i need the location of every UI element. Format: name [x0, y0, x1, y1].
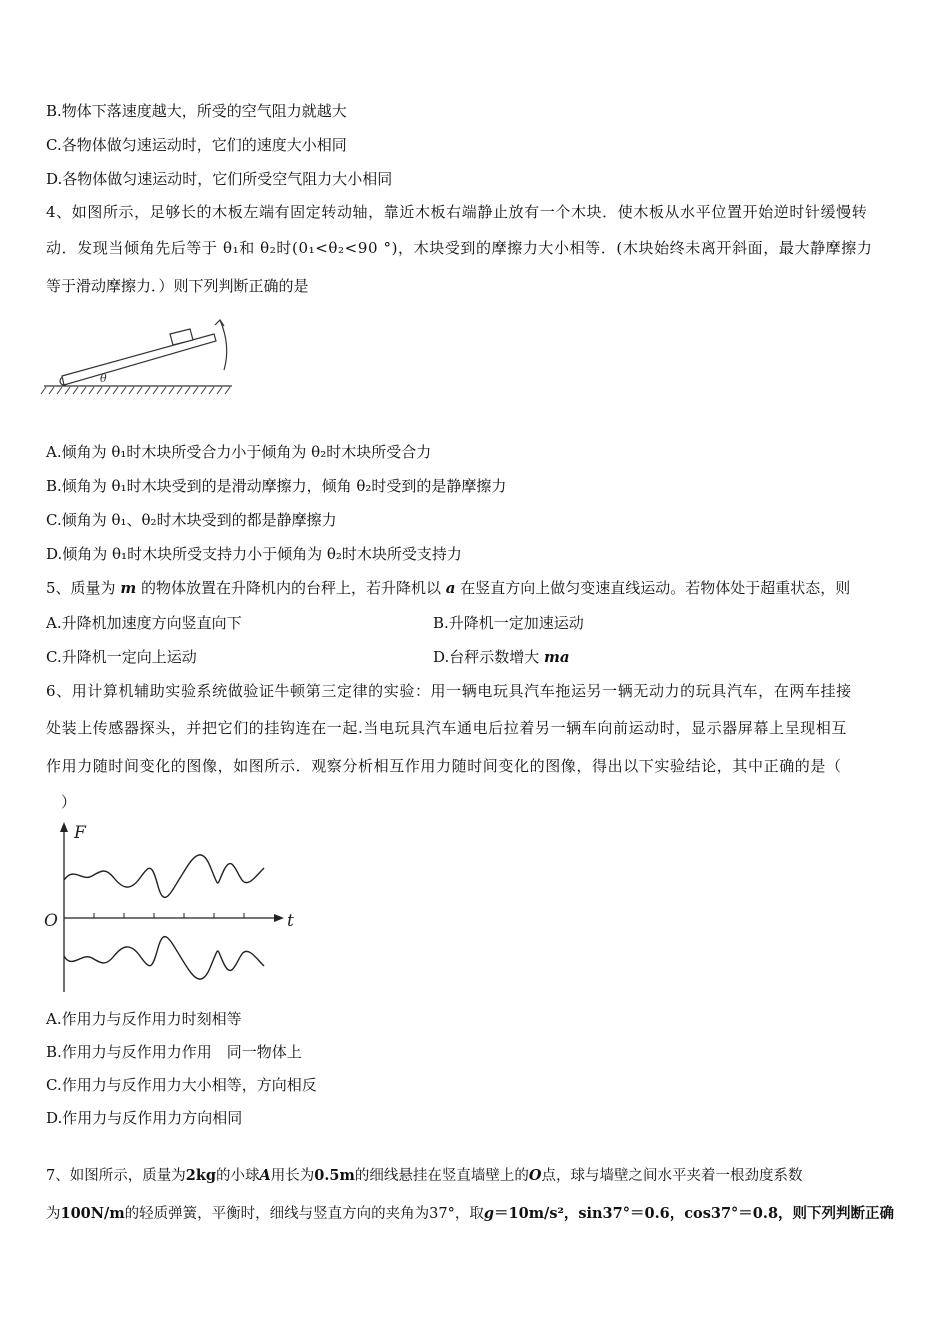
q5-option-d: [433, 647, 570, 667]
q6-x-axis-label: t: [287, 911, 294, 931]
q4-option-c: C.倾角为 θ₁、θ₂时木块受到的都是静摩擦力: [46, 511, 337, 529]
q5-stem: [46, 578, 850, 598]
q6-stem-line4: ）: [46, 793, 77, 811]
q6-stem-line2: 处装上传感器探头，并把它们的挂钩连在一起.当电玩具汽车通电后拉着另一辆车向前运动时，显示器屏幕上呈现相互: [46, 719, 847, 737]
q7-line1-d: 的细线悬挂在竖直墙壁上的: [354, 1168, 529, 1184]
q7-stem-line1: [46, 1166, 803, 1186]
q5-m: m: [120, 579, 137, 597]
q6-stem-line3: 作用力随时间变化的图像，如图所示．观察分析相互作用力随时间变化的图像，得出以下实验结论，其中正确的是（: [46, 757, 842, 775]
q6-origin-label: O: [44, 911, 58, 931]
q7-line1-b: 的小球: [216, 1168, 260, 1184]
q4-option-d: D.倾角为 θ₁时木块所受支持力小于倾角为 θ₂时木块所受支持力: [46, 545, 462, 563]
q7-ball-a: A: [259, 1167, 271, 1184]
q7-line1-pre: 7、如图所示，质量为: [46, 1168, 186, 1184]
q3-option-d: D.各物体做匀速运动时，它们所受空气阻力大小相同: [46, 170, 393, 188]
q5-option-d-text: D.台秤示数增大: [433, 648, 540, 666]
q3-option-c: C.各物体做匀速运动时，它们的速度大小相同: [46, 136, 347, 154]
q6-y-axis-label: F: [74, 823, 86, 843]
q7-stem-line2: [46, 1204, 894, 1224]
q5-option-a: A.升降机加速度方向竖直向下: [46, 614, 242, 632]
q6-option-d: D.作用力与反作用力方向相同: [46, 1109, 243, 1127]
q7-line2-c: ＝10m/s²，sin37°＝0.6，cos37°＝0.8，则下列判断正确: [494, 1205, 895, 1222]
q7-line2-pre: 为: [46, 1206, 61, 1222]
q4-angle-label: θ: [100, 372, 107, 385]
q7-line2-b: 的轻质弹簧，平衡时，细线与竖直方向的夹角为37°，取: [124, 1206, 484, 1222]
q7-line1-e: 点，球与墙壁之间水平夹着一根劲度系数: [541, 1168, 803, 1184]
q4-stem-line2: 动．发现当倾角先后等于 θ₁和 θ₂时(0₁<θ₂<90 °)，木块受到的摩擦力大小相等．(木块始终未离开斜面，最大静摩擦力: [46, 239, 873, 257]
q5-option-d-ma: ma: [544, 648, 570, 666]
q5-stem-pre: 5、质量为: [46, 579, 116, 597]
q7-spring-k: 100N/m: [60, 1205, 125, 1222]
q6-option-b: B.作用力与反作用力作用 同一物体上: [46, 1043, 302, 1061]
q6-stem-line1: 6、用计算机辅助实验系统做验证牛顿第三定律的实验：用一辆电玩具汽车拖运另一辆无动力的玩具汽车，在两车挂接: [46, 682, 852, 700]
q6-option-c: C.作用力与反作用力大小相等，方向相反: [46, 1076, 317, 1094]
q6-force-time-graph: [40, 820, 300, 1000]
q4-stem-line3: 等于滑动摩擦力．）则下列判断正确的是: [46, 277, 309, 295]
q4-board-figure: [40, 308, 240, 408]
q4-option-a: A.倾角为 θ₁时木块所受合力小于倾角为 θ₂时木块所受合力: [46, 443, 432, 461]
q7-line1-c: 用长为: [270, 1168, 315, 1184]
q4-option-b: B.倾角为 θ₁时木块受到的是滑动摩擦力，倾角 θ₂时受到的是静摩擦力: [46, 477, 507, 495]
q5-stem-mid: 的物体放置在升降机内的台秤上，若升降机以: [140, 579, 441, 597]
q5-a: a: [445, 579, 456, 597]
q7-length: 0.5m: [314, 1167, 355, 1184]
q6-option-a: A.作用力与反作用力时刻相等: [46, 1010, 242, 1028]
q7-mass: 2kg: [185, 1167, 217, 1184]
q7-g: g: [483, 1205, 495, 1222]
q3-option-b: B.物体下落速度越大，所受的空气阻力就越大: [46, 102, 347, 120]
q5-option-b: B.升降机一定加速运动: [433, 614, 584, 632]
q5-stem-post: 在竖直方向上做匀变速直线运动。若物体处于超重状态，则: [460, 579, 851, 597]
q4-stem-line1: 4、如图所示，足够长的木板左端有固定转动轴，靠近木板右端静止放有一个木块．使木板从水平位置开始逆时针缓慢转: [46, 203, 868, 221]
q5-option-c: C.升降机一定向上运动: [46, 648, 197, 666]
q7-point-o: O: [528, 1167, 542, 1184]
